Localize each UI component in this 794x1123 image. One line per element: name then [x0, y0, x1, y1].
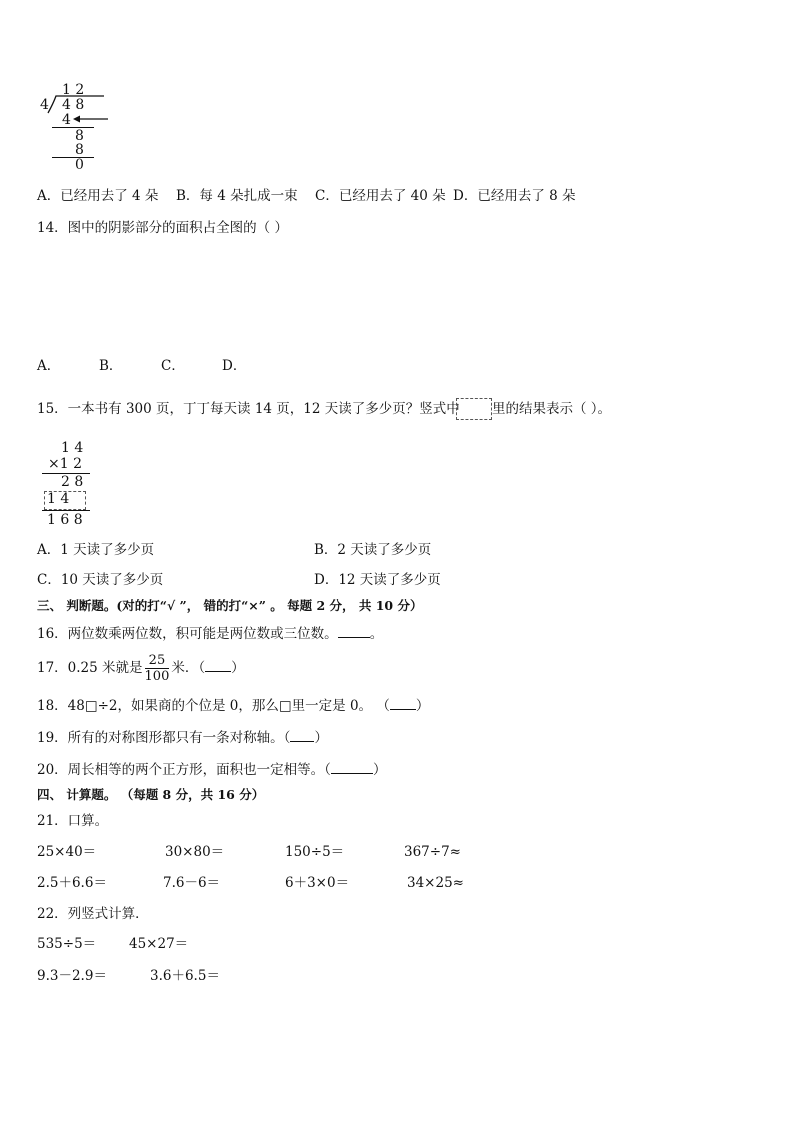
- division-remainder: 0: [75, 157, 84, 173]
- q21-r1-c2: 30×80＝: [165, 844, 225, 860]
- q15-option-b: B．2 天读了多少页: [314, 542, 432, 558]
- q21-r1-c1: 25×40＝: [37, 844, 97, 860]
- q14-question: 14．图中的阴影部分的面积占全图的（ ）: [37, 220, 288, 236]
- q17-answer-blank[interactable]: [205, 659, 231, 672]
- mult-rule-2: [42, 510, 90, 511]
- q13-option-d: D．已经用去了 8 朵: [453, 188, 576, 204]
- mult-partial-2: 1 4: [47, 491, 70, 507]
- q22-r2-c1: 9.3－2.9＝: [37, 968, 107, 984]
- q16-answer-blank[interactable]: [338, 625, 370, 638]
- division-step1: 4: [62, 112, 71, 128]
- mult-result: 1 6 8: [47, 512, 83, 528]
- division-quotient: 1 2: [62, 82, 85, 98]
- division-rule-1: [52, 127, 94, 128]
- q13-option-a: A．已经用去了 4 朵: [37, 188, 159, 204]
- q22-r1-c2: 45×27＝: [129, 936, 189, 952]
- q17-denominator: 100: [144, 669, 170, 684]
- section3-title: 三、 判断题。(对的打“√ ”， 错的打“×” 。 每题 2 分， 共 10 分）: [37, 598, 423, 613]
- division-divisor: 4: [40, 97, 49, 113]
- division-dividend: 4 8: [62, 97, 85, 113]
- q21-r2-c4: 34×25≈: [407, 875, 464, 891]
- q16: [37, 625, 383, 642]
- q17-text-after: 米．（: [171, 660, 206, 676]
- q21-r2-c3: 6＋3×0＝: [285, 875, 350, 891]
- q15-question-start: 15．一本书有 300 页，丁丁每天读 14 页，12 天读了多少页？竖式中: [37, 401, 460, 417]
- q15-option-a: A．1 天读了多少页: [37, 542, 155, 558]
- q21-r2-c2: 7.6－6＝: [163, 875, 221, 891]
- q21-r1-c4: 367÷7≈: [404, 844, 461, 860]
- q22-title: 22．列竖式计算．: [37, 906, 149, 922]
- q14-option-a: A．: [37, 358, 61, 374]
- q17: [37, 652, 245, 684]
- q18-end: ）: [415, 698, 430, 714]
- q22-r2-c2: 3.6＋6.5＝: [150, 968, 220, 984]
- q14-option-c: C．: [161, 358, 185, 374]
- q19-end: ）: [314, 730, 328, 746]
- q21-r2-c1: 2.5＋6.6＝: [37, 875, 107, 891]
- division-step2: 8: [75, 128, 84, 144]
- q14-option-d: D．: [222, 358, 247, 374]
- q19: [37, 729, 328, 746]
- division-step3: 8: [75, 142, 84, 158]
- q17-numerator: 25: [145, 653, 170, 669]
- mult-partial-1: 2 8: [61, 474, 84, 490]
- q15-dashed-box: [456, 398, 492, 420]
- q18: [37, 697, 429, 714]
- q21-title: 21．口算。: [37, 813, 109, 829]
- q20: [37, 761, 386, 778]
- q13-option-c: C．已经用去了 40 朵: [315, 188, 446, 204]
- q17-end: ）: [231, 660, 245, 676]
- q19-answer-blank[interactable]: [290, 729, 314, 742]
- q15-option-d: D．12 天读了多少页: [314, 572, 441, 588]
- q13-option-b: B．每 4 朵扎成一束: [176, 188, 298, 204]
- q20-answer-blank[interactable]: [331, 761, 373, 774]
- q20-end: ）: [372, 762, 387, 778]
- mult-top: 1 4: [61, 440, 84, 456]
- section4-title: 四、 计算题。 （每题 8 分，共 16 分）: [37, 787, 265, 802]
- q15-question-end: 里的结果表示（ ）。: [492, 401, 612, 417]
- q19-text: 19．所有的对称图形都只有一条对称轴。（: [37, 730, 291, 746]
- q21-r1-c3: 150÷5＝: [285, 844, 345, 860]
- q16-end: 。: [369, 626, 384, 642]
- q16-text: 16．两位数乘两位数，积可能是两位数或三位数。: [37, 626, 338, 642]
- q15-option-c: C．10 天读了多少页: [37, 572, 164, 588]
- q14-option-b: B．: [99, 358, 123, 374]
- mult-times: ×1 2: [48, 456, 82, 472]
- q18-text: 18．48□÷2，如果商的个位是 0，那么□里一定是 0。 （: [37, 698, 390, 714]
- q18-answer-blank[interactable]: [390, 697, 416, 710]
- q20-text: 20．周长相等的两个正方形，面积也一定相等。（: [37, 762, 331, 778]
- q22-r1-c1: 535÷5＝: [37, 936, 97, 952]
- division-rule-2: [52, 157, 94, 158]
- q17-fraction: [145, 653, 170, 684]
- arrow-left-icon: [72, 114, 110, 124]
- q17-text: 17．0.25 米就是: [37, 660, 143, 676]
